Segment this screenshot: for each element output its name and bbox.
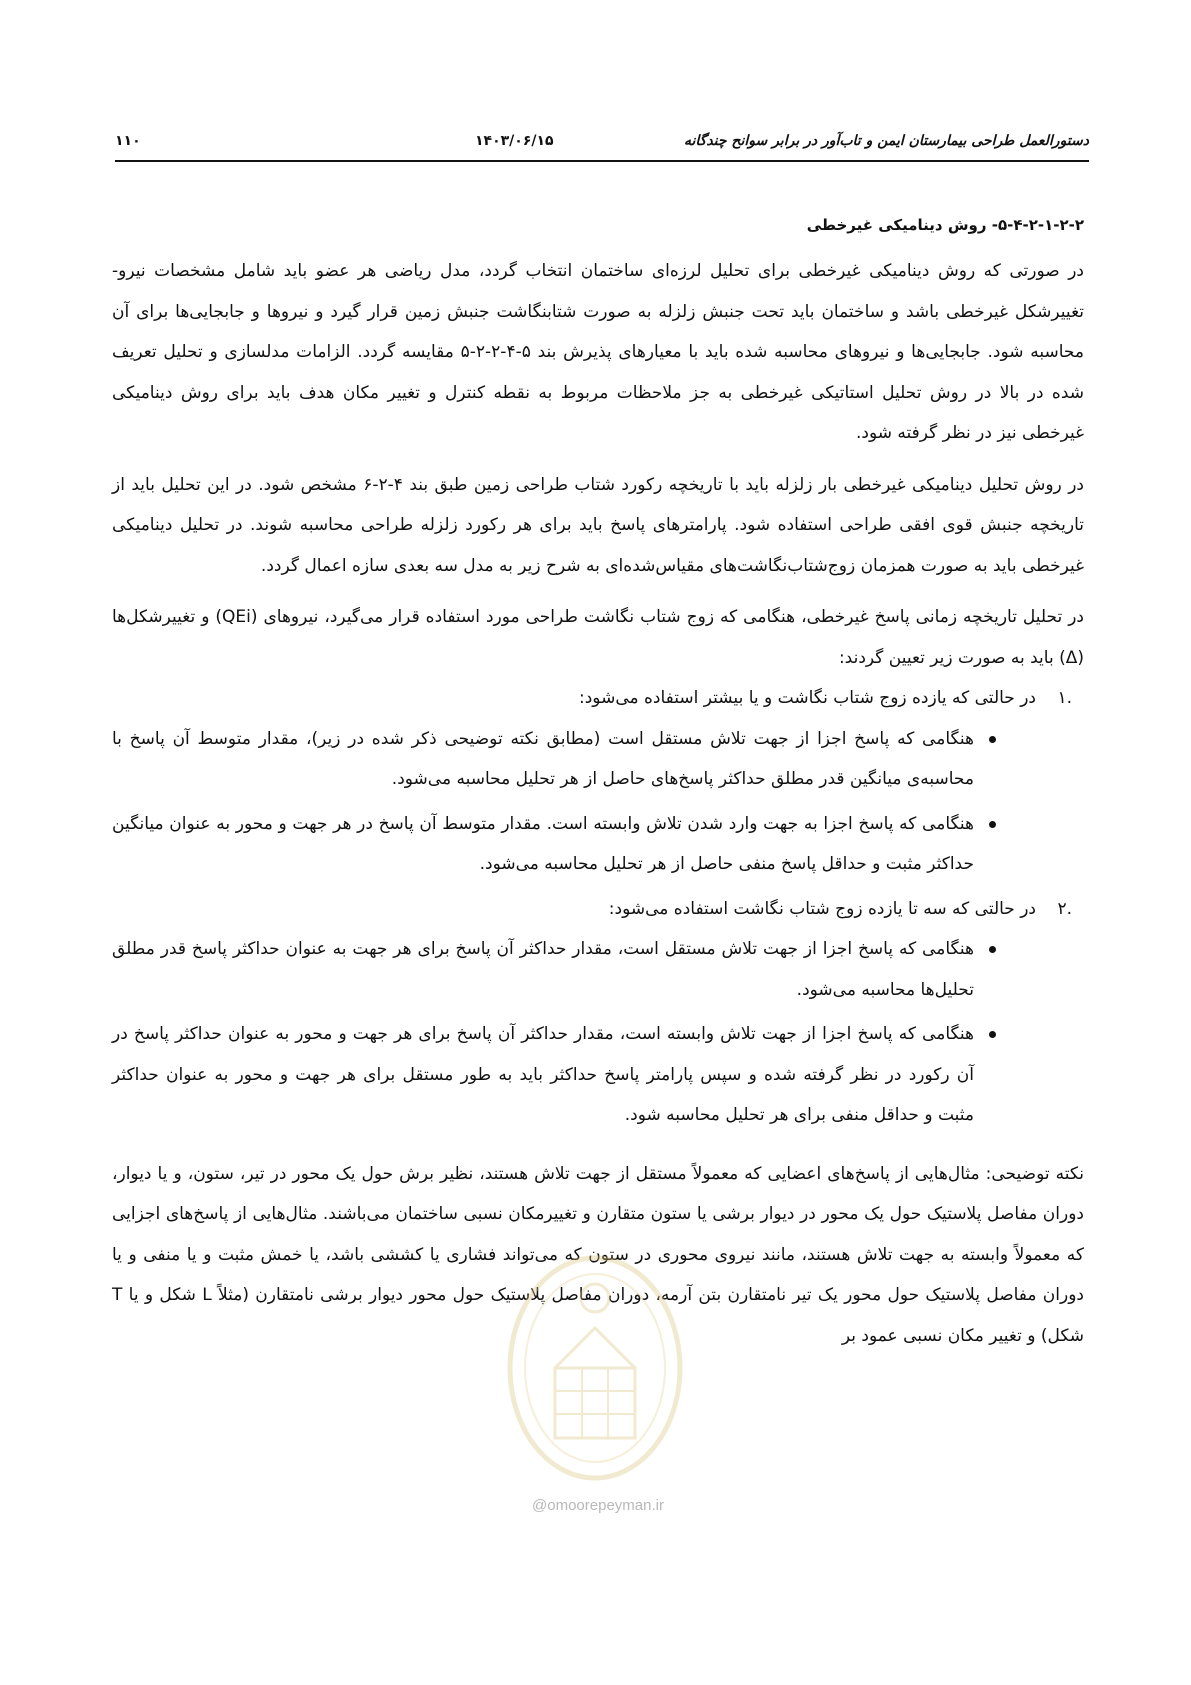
page-number: ۱۱۰ bbox=[115, 133, 141, 149]
list-item bbox=[112, 889, 1084, 930]
paragraph: در روش تحلیل دینامیکی غیرخطی بار زلزله باید با تاریخچه رکورد شتاب طراحی زمین طبق بند ۴-۲-۶ مشخص شود. در این تحلیل باید از تاریخچه جنبش قوی افقی طراحی استفاده شود. پارامترهای پاسخ باید برای هر رکورد زلزله طراحی محاسبه شوند. در تحلیل دینامیکی غیرخطی باید به صورت همزمان زوج‌شتاب‌نگاشت‌های مقیاس‌شده‌ای به شرح زیر به مدل سه بعدی سازه اعمال گردد. bbox=[112, 474, 1084, 576]
list-item-text: در حالتی که سه تا یازده زوج شتاب نگاشت استفاده می‌شود: bbox=[608, 898, 1036, 919]
bullet-item: هنگامی که پاسخ اجزا به جهت وارد شدن تلاش وابسته است. مقدار متوسط آن پاسخ در هر جهت و محور به عنوان میانگین حداکثر مثبت و حداقل پاسخ منفی حاصل از هر تحلیل محاسبه می‌شود. bbox=[112, 804, 1084, 885]
bullet-item: هنگامی که پاسخ اجزا از جهت تلاش مستقل است (مطابق نکته توضیحی ذکر شده در زیر)، مقدار متوسط آن پاسخ با محاسبه‌ی میانگین قدر مطلق حداکثر پاسخ‌های حاصل از هر تحلیل محاسبه می‌شود. bbox=[112, 719, 1084, 800]
paragraph: در صورتی که روش دینامیکی غیرخطی برای تحلیل لرزه‌ای ساختمان انتخاب گردد، مدل ریاضی هر عضو باید شامل مشخصات نیرو- تغییرشکل غیرخطی باشد و ساختمان باید تحت جنبش زلزله به صورت شتابنگاشت جنبش زمین قرار گیرد و نیروها و جابجایی‌ها برای آن محاسبه شود. جابجایی‌ها و نیروهای محاسبه شده باید با معیارهای پذیرش بند ۵-۴-۲-۲-۵ مقایسه گردد. الزامات مدلسازی و تحلیل تعریف شده در بالا در روش تحلیل استاتیکی غیرخطی به جز ملاحظات مربوط به نقطه کنترل و تغییر مکان هدف باید برای روش دینامیکی غیرخطی نیز در نظر گرفته شود. bbox=[112, 261, 1084, 443]
numbered-list bbox=[112, 678, 1084, 719]
paragraph: در تحلیل تاریخچه زمانی پاسخ غیرخطی، هنگامی که زوج شتاب نگاشت طراحی مورد استفاده قرار می‌گیرد، نیروهای (QEi) و تغییرشکل‌ها (Δ) باید به صورت زیر تعیین گردند: bbox=[112, 607, 1084, 668]
watermark-logo bbox=[495, 1218, 695, 1488]
header-title: دستورالعمل طراحی بیمارستان ایمن و تاب‌آور در برابر سوانح چندگانه bbox=[683, 133, 1089, 149]
list-item bbox=[112, 678, 1084, 719]
list-number: .۱ bbox=[1057, 688, 1072, 708]
explanatory-note: نکته توضیحی: مثال‌هایی از پاسخ‌های اعضایی که معمولاً مستقل از جهت تلاش هستند، نظیر برش حول یک محور در تیر، ستون، و یا دیوار، دوران مفاصل پلاستیک حول یک محور در دیوار برشی یا ستون متقارن و تغییرمکان نسبی ساختمان می‌باشند. مثال‌هایی از پاسخ‌های اجزایی که معمولاً وابسته به جهت تلاش هستند، مانند نیروی محوری در ستون که می‌تواند فشاری یا کششی باشد، یا خمش مثبت و یا منفی و یا دوران مفاصل پلاستیک حول محور یک تیر نامتقارن بتن آرمه، دوران مفاصل پلاستیک حول محور دیوار برشی نامتقارن (مثلاً L شکل و یا T شکل) و تغییر مکان نسبی عمود بر bbox=[112, 1163, 1084, 1346]
page-content bbox=[112, 212, 1084, 1367]
page-header bbox=[115, 133, 1089, 159]
bullet-item: هنگامی که پاسخ اجزا از جهت تلاش وابسته است، مقدار حداکثر آن پاسخ برای هر جهت و محور به عنوان حداکثر پاسخ در آن رکورد در نظر گرفته شده و سپس پارامتر پاسخ حداکثر باید به طور مستقل برای هر جهت و محور به عنوان حداکثر مثبت و حداقل منفی برای هر تحلیل محاسبه شود. bbox=[112, 1014, 1084, 1136]
list-number: .۲ bbox=[1057, 898, 1072, 919]
list-item-text: در حالتی که یازده زوج شتاب نگاشت و یا بیشتر استفاده می‌شود: bbox=[579, 688, 1036, 708]
header-date: ۱۴۰۳/۰۶/۱۵ bbox=[475, 133, 554, 149]
bullet-list bbox=[112, 929, 1084, 1136]
section-heading: ۵-۴-۲-۱-۲-۲- روش دینامیکی غیرخطی bbox=[806, 216, 1084, 234]
numbered-list bbox=[112, 889, 1084, 930]
watermark-text: @omoorepeyman.ir bbox=[532, 1497, 664, 1514]
bullet-list bbox=[112, 719, 1084, 885]
header-rule bbox=[115, 160, 1089, 162]
bullet-item: هنگامی که پاسخ اجزا از جهت تلاش مستقل است، مقدار حداکثر آن پاسخ برای هر جهت به عنوان حداکثر پاسخ قدر مطلق تحلیل‌ها محاسبه می‌شود. bbox=[112, 929, 1084, 1010]
